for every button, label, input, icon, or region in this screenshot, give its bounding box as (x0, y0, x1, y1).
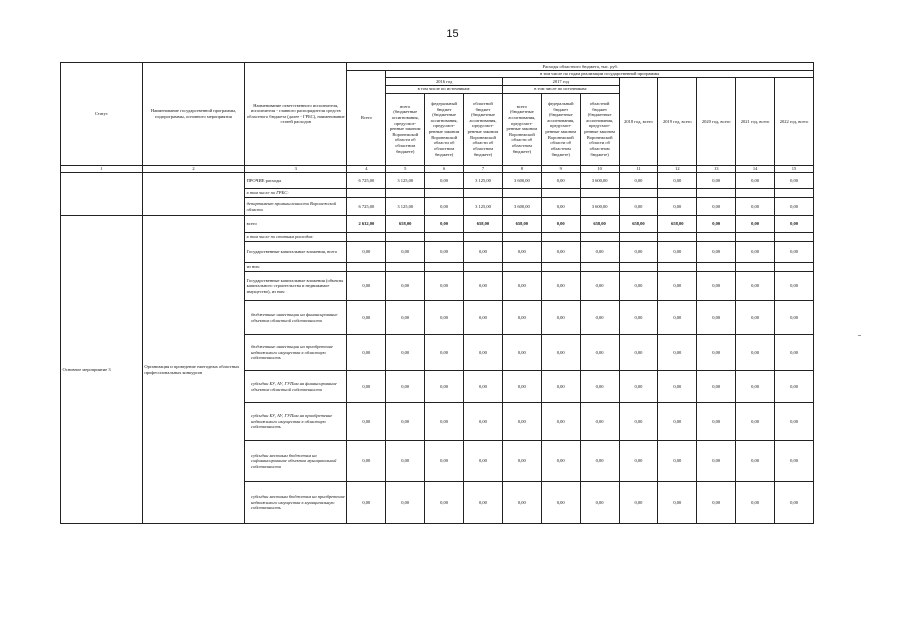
value-cell: 0,00 (541, 198, 580, 216)
value-cell: 0,00 (386, 403, 425, 441)
value-cell: 0,00 (425, 403, 464, 441)
value-cell: 0,00 (775, 441, 814, 482)
value-cell: 2 632,00 (347, 216, 386, 233)
value-cell: 0,00 (619, 482, 658, 524)
header-top-group: Расходы областного бюджета, тыс. руб. (347, 63, 814, 71)
value-cell (425, 189, 464, 198)
value-cell: 3 600,00 (502, 173, 541, 189)
value-cell: 0,00 (736, 272, 775, 301)
value-cell: 0,00 (425, 242, 464, 263)
table-row (61, 216, 814, 233)
value-cell: 0,00 (425, 272, 464, 301)
program-cell-empty (142, 173, 244, 216)
value-cell (541, 233, 580, 242)
value-cell: 0,00 (775, 242, 814, 263)
value-cell: 0,00 (541, 301, 580, 335)
value-cell: 0,00 (502, 482, 541, 524)
value-cell: 0,00 (347, 441, 386, 482)
value-cell: 0,00 (464, 482, 503, 524)
col-num: 12 (658, 165, 697, 173)
header-sources-2017: в том числе по источникам: (502, 85, 619, 93)
header-2019: 2019 год, всего (658, 78, 697, 165)
header-2018: 2018 год, всего (619, 78, 658, 165)
value-cell: 0,00 (619, 272, 658, 301)
value-cell: 3 125,00 (386, 173, 425, 189)
value-cell (580, 263, 619, 272)
header-year-2016: 2016 год (386, 78, 503, 86)
value-cell: 0,00 (386, 242, 425, 263)
value-cell: 0,00 (541, 482, 580, 524)
row-label: из них: (245, 263, 347, 272)
header-c6: федеральный бюджет (бюджетные ассигнования, предусмот-ренные законом Воронежской области об областном бюджете) (425, 93, 464, 165)
value-cell: 0,00 (619, 371, 658, 403)
header-c7: областной бюджет (бюджетные ассигнования, предусмот-ренные законом Воронежской области об областном бюджете) (464, 93, 503, 165)
value-cell: 0,00 (775, 272, 814, 301)
value-cell: 0,00 (425, 301, 464, 335)
value-cell: 0,00 (619, 173, 658, 189)
value-cell: 0,00 (658, 403, 697, 441)
col-num: 13 (697, 165, 736, 173)
value-cell: 0,00 (775, 371, 814, 403)
status-cell-empty (61, 173, 143, 216)
value-cell (658, 233, 697, 242)
table-body (61, 173, 814, 524)
header-2021: 2021 год, всего (736, 78, 775, 165)
value-cell: 0,00 (580, 441, 619, 482)
value-cell: 658,00 (464, 216, 503, 233)
value-cell (541, 189, 580, 198)
value-cell (775, 189, 814, 198)
header-2022: 2022 год, всего (775, 78, 814, 165)
value-cell: 0,00 (736, 173, 775, 189)
value-cell: 0,00 (502, 403, 541, 441)
value-cell: 0,00 (464, 301, 503, 335)
value-cell (347, 233, 386, 242)
value-cell: 0,00 (697, 441, 736, 482)
value-cell: 658,00 (580, 216, 619, 233)
col-num: 15 (775, 165, 814, 173)
header-c8: всего (бюджетные ассигнования, предусмот-ренные законом Воронежской области об областном бюджете) (502, 93, 541, 165)
value-cell: 0,00 (502, 371, 541, 403)
value-cell (658, 263, 697, 272)
value-cell: 0,00 (347, 403, 386, 441)
value-cell: 0,00 (580, 242, 619, 263)
header-program: Наименование государственной программы, подпрограммы, основного мероприятия (142, 63, 244, 166)
header-c9: федеральный бюджет (бюджетные ассигнования, предусмот-ренные законом Воронежской области об областном бюджете) (541, 93, 580, 165)
value-cell: 0,00 (464, 371, 503, 403)
col-num: 14 (736, 165, 775, 173)
value-cell: 0,00 (502, 272, 541, 301)
value-cell: 0,00 (736, 335, 775, 371)
value-cell: 0,00 (347, 371, 386, 403)
value-cell: 0,00 (464, 335, 503, 371)
value-cell (464, 189, 503, 198)
value-cell: 0,00 (347, 301, 386, 335)
value-cell: 0,00 (697, 216, 736, 233)
col-num: 3 (245, 165, 347, 173)
value-cell: 0,00 (502, 301, 541, 335)
value-cell: 0,00 (658, 272, 697, 301)
value-cell: 0,00 (658, 198, 697, 216)
value-cell (386, 233, 425, 242)
value-cell (464, 233, 503, 242)
value-cell: 0,00 (541, 371, 580, 403)
row-label: бюджетные инвестиции на приобретение недвижимого имущества в областную собственность (245, 335, 347, 371)
header-sources-2016: в том числе по источникам: (386, 85, 503, 93)
value-cell (502, 263, 541, 272)
value-cell: 0,00 (580, 371, 619, 403)
value-cell: 0,00 (541, 216, 580, 233)
value-cell: 0,00 (464, 242, 503, 263)
value-cell: 0,00 (347, 482, 386, 524)
value-cell: 0,00 (619, 441, 658, 482)
col-num: 2 (142, 165, 244, 173)
value-cell: 0,00 (347, 335, 386, 371)
value-cell: 0,00 (541, 335, 580, 371)
value-cell: 0,00 (775, 403, 814, 441)
value-cell: 0,00 (736, 301, 775, 335)
value-cell: 0,00 (697, 371, 736, 403)
value-cell (502, 189, 541, 198)
value-cell: 0,00 (425, 216, 464, 233)
value-cell: 0,00 (697, 272, 736, 301)
row-label: в том числе по статьям расходов: (245, 233, 347, 242)
value-cell: 0,00 (736, 441, 775, 482)
header-c10: областной бюджет (бюджетные ассигнования, предусмот-ренные законом Воронежской области об областном бюджете) (580, 93, 619, 165)
value-cell: 0,00 (658, 371, 697, 403)
header-c5: всего (бюджетные ассигнования, предусмот-ренные законом Воронежской области об областном бюджете) (386, 93, 425, 165)
header-executor: Наименование ответственного исполнителя, исполнителя - главного распорядителя средств областного бюджета (далее - ГРБС), наименование статей расходов (245, 63, 347, 166)
value-cell: 0,00 (658, 482, 697, 524)
value-cell: 0,00 (464, 441, 503, 482)
value-cell: 3 600,00 (580, 173, 619, 189)
value-cell: 0,00 (697, 482, 736, 524)
value-cell: 0,00 (697, 301, 736, 335)
value-cell (697, 189, 736, 198)
value-cell: 0,00 (347, 272, 386, 301)
value-cell (775, 263, 814, 272)
value-cell: 0,00 (736, 482, 775, 524)
row-label: в том числе по ГРБС: (245, 189, 347, 198)
value-cell: 0,00 (464, 272, 503, 301)
row-label: субсидии БУ, АУ, ГУПам на приобретение недвижимого имущества в областную собственность (245, 403, 347, 441)
value-cell: 0,00 (775, 173, 814, 189)
row-label: Государственные капитальные вложения, всего (245, 242, 347, 263)
value-cell (464, 263, 503, 272)
value-cell: 0,00 (425, 371, 464, 403)
value-cell: 0,00 (425, 198, 464, 216)
value-cell: 3 125,00 (386, 198, 425, 216)
value-cell (697, 263, 736, 272)
value-cell: 0,00 (697, 242, 736, 263)
value-cell: 0,00 (697, 198, 736, 216)
value-cell: 0,00 (541, 403, 580, 441)
value-cell: 0,00 (541, 242, 580, 263)
value-cell (425, 263, 464, 272)
column-number-row (61, 165, 814, 173)
value-cell (580, 233, 619, 242)
value-cell: 0,00 (425, 441, 464, 482)
value-cell: 0,00 (736, 371, 775, 403)
status-cell: Основное мероприятие 3 (61, 216, 143, 524)
value-cell: 0,00 (580, 272, 619, 301)
col-num: 9 (541, 165, 580, 173)
value-cell: 0,00 (658, 335, 697, 371)
value-cell: 0,00 (658, 301, 697, 335)
value-cell (347, 189, 386, 198)
header-status: Статус (61, 63, 143, 166)
value-cell: 0,00 (619, 301, 658, 335)
value-cell: 0,00 (386, 301, 425, 335)
value-cell: 0,00 (502, 441, 541, 482)
header-row-1 (61, 63, 814, 71)
value-cell: 0,00 (502, 335, 541, 371)
scan-mark (858, 335, 861, 336)
value-cell: 0,00 (736, 242, 775, 263)
value-cell: 0,00 (425, 335, 464, 371)
value-cell (502, 233, 541, 242)
value-cell: 0,00 (736, 216, 775, 233)
value-cell: 0,00 (580, 482, 619, 524)
value-cell: 0,00 (386, 482, 425, 524)
value-cell: 3 125,00 (464, 173, 503, 189)
value-cell: 0,00 (658, 242, 697, 263)
value-cell: 0,00 (386, 272, 425, 301)
value-cell: 0,00 (736, 403, 775, 441)
value-cell: 0,00 (619, 335, 658, 371)
value-cell: 0,00 (580, 301, 619, 335)
value-cell (619, 233, 658, 242)
value-cell: 0,00 (775, 335, 814, 371)
value-cell (386, 189, 425, 198)
value-cell: 0,00 (425, 173, 464, 189)
col-num: 8 (502, 165, 541, 173)
value-cell (736, 263, 775, 272)
value-cell: 0,00 (541, 272, 580, 301)
value-cell: 0,00 (658, 173, 697, 189)
value-cell: 658,00 (619, 216, 658, 233)
row-label: бюджетные инвестиции на финансирование объектов областной собственности (245, 301, 347, 335)
value-cell (580, 189, 619, 198)
row-label: всего (245, 216, 347, 233)
col-num: 11 (619, 165, 658, 173)
value-cell (775, 233, 814, 242)
value-cell: 0,00 (580, 403, 619, 441)
value-cell: 0,00 (386, 371, 425, 403)
value-cell: 0,00 (386, 441, 425, 482)
value-cell: 3 125,00 (464, 198, 503, 216)
value-cell: 0,00 (541, 441, 580, 482)
value-cell: 0,00 (775, 301, 814, 335)
header-year-2017: 2017 год (502, 78, 619, 86)
value-cell (736, 233, 775, 242)
page-number: 15 (446, 28, 459, 40)
value-cell: 0,00 (619, 198, 658, 216)
table-row (61, 173, 814, 189)
value-cell: 0,00 (775, 216, 814, 233)
value-cell: 6 725,00 (347, 173, 386, 189)
value-cell: 0,00 (502, 242, 541, 263)
value-cell (697, 233, 736, 242)
value-cell: 658,00 (658, 216, 697, 233)
value-cell: 658,00 (386, 216, 425, 233)
value-cell (619, 263, 658, 272)
row-label: субсидии местным бюджетам на софинансирование объектов муниципальной собственности (245, 441, 347, 482)
header-2020: 2020 год, всего (697, 78, 736, 165)
col-num: 4 (347, 165, 386, 173)
value-cell: 0,00 (697, 335, 736, 371)
col-num: 7 (464, 165, 503, 173)
row-label: ПРОЧИЕ расходы (245, 173, 347, 189)
value-cell (736, 189, 775, 198)
value-cell: 0,00 (697, 403, 736, 441)
value-cell: 0,00 (541, 173, 580, 189)
value-cell: 0,00 (464, 403, 503, 441)
value-cell: 0,00 (697, 173, 736, 189)
header-total: Всего (347, 70, 386, 165)
row-label: департамент промышленности Воронежской области (245, 198, 347, 216)
value-cell: 0,00 (347, 242, 386, 263)
value-cell: 0,00 (580, 335, 619, 371)
row-label: субсидии БУ, АУ, ГУПам на финансирование объектов областной собственности (245, 371, 347, 403)
value-cell: 658,00 (502, 216, 541, 233)
value-cell: 0,00 (736, 198, 775, 216)
value-cell: 0,00 (775, 482, 814, 524)
col-num: 6 (425, 165, 464, 173)
value-cell (658, 189, 697, 198)
value-cell (619, 189, 658, 198)
value-cell: 0,00 (425, 482, 464, 524)
col-num: 5 (386, 165, 425, 173)
budget-table (60, 62, 814, 524)
value-cell: 3 600,00 (580, 198, 619, 216)
value-cell (347, 263, 386, 272)
value-cell: 0,00 (619, 403, 658, 441)
value-cell: 0,00 (658, 441, 697, 482)
row-label: субсидии местным бюджетам на приобретение недвижимого имущества в муниципальную собственность (245, 482, 347, 524)
value-cell (541, 263, 580, 272)
value-cell: 0,00 (619, 242, 658, 263)
col-num: 1 (61, 165, 143, 173)
value-cell: 3 600,00 (502, 198, 541, 216)
value-cell: 0,00 (775, 198, 814, 216)
value-cell (425, 233, 464, 242)
header-sub-group: в том числе по годам реализации государственной программы (386, 70, 814, 78)
program-cell: Организация и проведение ежегодных областных профессиональных конкурсов (142, 216, 244, 524)
value-cell (386, 263, 425, 272)
col-num: 10 (580, 165, 619, 173)
row-label: Государственные капитальные вложения (объекты капитального строительства и недвижимое имущество), из них: (245, 272, 347, 301)
value-cell: 0,00 (386, 335, 425, 371)
value-cell: 6 725,00 (347, 198, 386, 216)
